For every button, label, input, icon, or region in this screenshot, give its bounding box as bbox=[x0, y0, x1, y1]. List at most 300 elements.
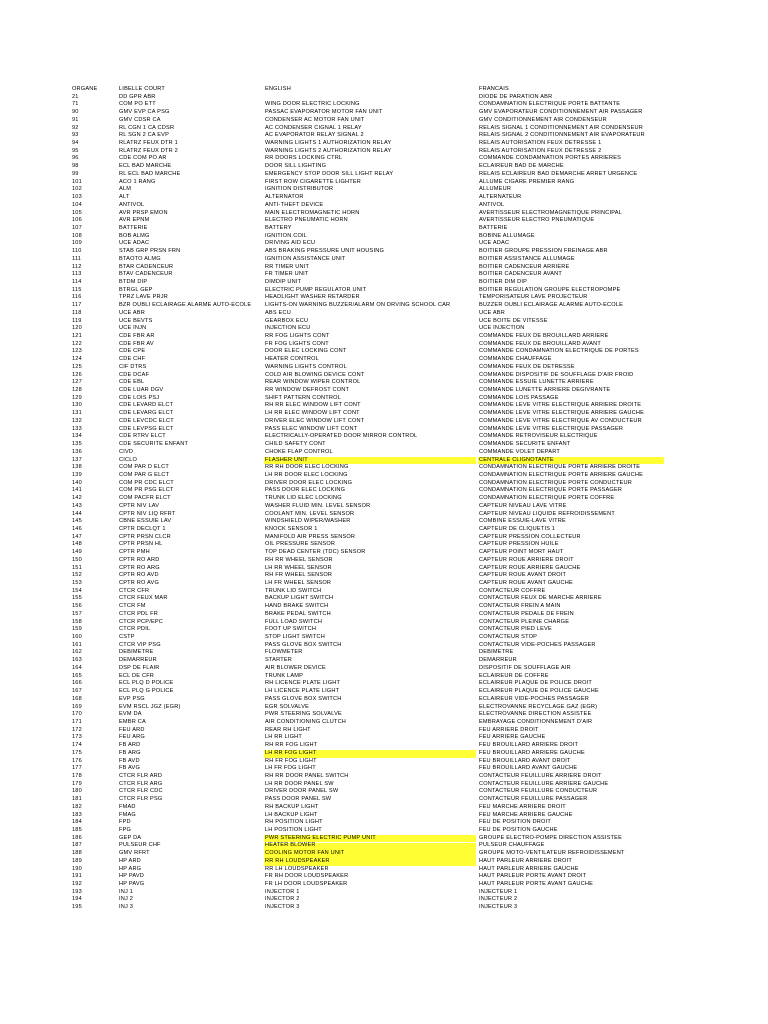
table-row bbox=[0, 804, 768, 812]
cell-organe: 138 bbox=[72, 464, 82, 471]
cell-english: LH FR WHEEL SENSOR bbox=[265, 580, 332, 586]
table-row bbox=[0, 595, 768, 603]
cell-organe: 182 bbox=[72, 803, 82, 810]
cell-english: RH RR DOOR PANEL SWITCH bbox=[265, 772, 349, 779]
cell-libelle-court: FMAG bbox=[119, 811, 136, 818]
cell-francais: COMMANDE CONDAMNATION PORTES ARRIERES bbox=[479, 155, 622, 162]
cell-english: RH FR FOG LIGHT bbox=[265, 757, 317, 764]
cell-english: FR FOG LIGHTS CONT bbox=[265, 340, 329, 347]
cell-organe: 163 bbox=[72, 657, 82, 664]
cell-libelle-court: GEP DA bbox=[119, 834, 142, 841]
cell-libelle-court: CTCR PDIL bbox=[119, 626, 151, 633]
cell-organe: 129 bbox=[72, 394, 82, 401]
cell-organe: 132 bbox=[72, 417, 82, 424]
cell-libelle-court: CTCR CFR bbox=[119, 587, 150, 594]
cell-francais: CONTACTEUR FEUILLURE PASSAGER bbox=[479, 796, 588, 803]
cell-francais: FEU MARCHE ARRIERE DROIT bbox=[479, 803, 566, 810]
cell-libelle-court: CSTP bbox=[119, 634, 135, 641]
table-row bbox=[0, 588, 768, 596]
table-row bbox=[0, 673, 768, 681]
cell-organe: 159 bbox=[72, 626, 82, 633]
cell-english: INJECTOR 2 bbox=[265, 896, 300, 903]
table-row bbox=[0, 441, 768, 449]
cell-francais: UCE INJECTION bbox=[479, 325, 525, 332]
table-row bbox=[0, 657, 768, 665]
cell-libelle-court: ALT bbox=[119, 194, 130, 201]
cell-english: ABS BRAKING PRESSURE UNIT HOUSING bbox=[265, 248, 385, 255]
cell-francais: CONTACTEUR PLEINE CHARGE bbox=[479, 618, 570, 625]
cell-english: RR DOORS LOCKING CTRL bbox=[265, 155, 343, 162]
cell-organe: 153 bbox=[72, 580, 82, 586]
cell-english: MANIFOLD AIR PRESS SENSOR bbox=[265, 533, 356, 540]
cell-organe: 134 bbox=[72, 433, 82, 440]
cell-organe: 21 bbox=[72, 93, 79, 100]
cell-english: EGR SOLVALVE bbox=[265, 703, 310, 710]
table-row bbox=[0, 140, 768, 148]
cell-organe: 127 bbox=[72, 379, 82, 386]
cell-organe: 158 bbox=[72, 618, 82, 625]
cell-francais: BOITIER GROUPE PRESSION FREINAGE ABR bbox=[479, 248, 608, 255]
cell-libelle-court: ACO 1 RANG bbox=[119, 178, 156, 185]
cell-organe: 117 bbox=[72, 302, 82, 309]
cell-english: HEADLIGHT WASHER RETARDER bbox=[265, 294, 360, 301]
cell-english: LIGHTS-ON WARNING BUZZER/ALARM ON DRVING SCHOOL CAR bbox=[265, 302, 451, 309]
cell-francais: ELECTROVANNE RECYCLAGE GAZ (EGR) bbox=[479, 703, 598, 710]
cell-organe: 171 bbox=[72, 718, 82, 725]
table-row bbox=[0, 101, 768, 109]
cell-english: REAR RH LIGHT bbox=[265, 726, 311, 733]
cell-francais: BOITIER ASSISTANCE ALLUMAGE bbox=[479, 255, 575, 262]
cell-libelle-court: HP PAVG bbox=[119, 881, 145, 888]
cell-francais: CONTACTEUR STOP bbox=[479, 634, 538, 641]
cell-francais: ALTERNATEUR bbox=[479, 194, 522, 201]
cell-organe: 126 bbox=[72, 371, 82, 378]
cell-francais: CONDAMNATION ELECTRIQUE PORTE ARRIERE GAUCHE bbox=[479, 471, 643, 478]
cell-english: FR RH DOOR LOUDSPEAKER bbox=[265, 873, 349, 880]
cell-libelle-court: CDE LEVARD ELCT bbox=[119, 402, 174, 409]
cell-organe: 119 bbox=[72, 317, 82, 324]
cell-francais: EMBRAYAGE CONDITIONNEMENT D'AIR bbox=[479, 718, 593, 725]
cell-organe: 128 bbox=[72, 387, 82, 394]
table-row bbox=[0, 302, 768, 310]
table-row bbox=[0, 379, 768, 387]
cell-francais: INJECTEUR 3 bbox=[479, 904, 518, 911]
table-row bbox=[0, 472, 768, 480]
cell-english: WARNING LIGHTS 1 AUTHORIZATION RELAY bbox=[265, 140, 392, 147]
table-row bbox=[0, 225, 768, 233]
table-row bbox=[0, 696, 768, 704]
cell-english: INJECTOR 3 bbox=[265, 904, 300, 911]
cell-english: RH FR WHEEL SENSOR bbox=[265, 572, 333, 579]
cell-english: COOLANT MIN. LEVEL SENSOR bbox=[265, 510, 355, 517]
cell-francais: CAPTEUR PRESSION HUILE bbox=[479, 541, 559, 548]
cell-francais: ALLUMEUR bbox=[479, 186, 512, 193]
header-organe: ORGANE bbox=[72, 86, 98, 92]
cell-libelle-court: RL ECL BAD MARCHE bbox=[119, 170, 181, 177]
cell-organe: 162 bbox=[72, 649, 82, 656]
cell-francais: UCE ADAC bbox=[479, 240, 510, 247]
cell-organe: 140 bbox=[72, 479, 82, 486]
cell-francais: HAUT PARLEUR ARRIERE DROIT bbox=[479, 857, 572, 864]
cell-organe: 184 bbox=[72, 819, 82, 826]
header-english: ENGLISH bbox=[265, 86, 291, 92]
cell-francais: FEU MARCHE ARRIERE GAUCHE bbox=[479, 811, 573, 818]
cell-english: PASS DOOR PANEL SW bbox=[265, 796, 332, 803]
cell-libelle-court: CDE FBR AR bbox=[119, 333, 155, 339]
cell-libelle-court: CDE CHF bbox=[119, 356, 146, 363]
table-row bbox=[0, 410, 768, 418]
cell-english: EMERGENCY STOP DOOR SILL LIGHT RELAY bbox=[265, 170, 394, 177]
cell-english: CHOKE FLAP CONTROL bbox=[265, 448, 333, 455]
cell-francais: ANTIVOL bbox=[479, 201, 505, 208]
cell-francais: COMMANDE CONDAMNATION ELECTRIQUE DE PORTES bbox=[479, 348, 639, 355]
table-row bbox=[0, 279, 768, 287]
table-row bbox=[0, 827, 768, 835]
cell-francais: COMMANDE LUNETTE ARRIERE DEGIVRANTE bbox=[479, 387, 611, 394]
cell-organe: 105 bbox=[72, 209, 82, 216]
table-row bbox=[0, 318, 768, 326]
cell-english: LH RR DOOR ELEC LOCKING bbox=[265, 471, 348, 478]
cell-francais: ECLAIREUR DE COFFRE bbox=[479, 672, 549, 679]
table-row bbox=[0, 264, 768, 272]
cell-organe: 190 bbox=[72, 865, 82, 872]
table-row bbox=[0, 148, 768, 156]
table-row bbox=[0, 603, 768, 611]
cell-organe: 71 bbox=[72, 101, 79, 108]
table-row bbox=[0, 356, 768, 364]
cell-libelle-court: BOB ALMG bbox=[119, 232, 150, 239]
cell-libelle-court: CTCR FLR CDC bbox=[119, 788, 163, 795]
cell-libelle-court: TPRZ LAVE PRJR bbox=[119, 294, 169, 301]
table-row bbox=[0, 711, 768, 719]
table-row bbox=[0, 634, 768, 642]
cell-libelle-court: UCE INJN bbox=[119, 325, 147, 332]
cell-english: MAIN ELECTROMAGNETIC HORN bbox=[265, 209, 360, 216]
cell-organe: 151 bbox=[72, 564, 82, 571]
cell-libelle-court: INJ 3 bbox=[119, 904, 134, 911]
cell-francais: CONTACTEUR FEUILLURE ARRIERE DROIT bbox=[479, 772, 602, 779]
cell-francais: COMMANDE LEVE VITRE ELECTRIQUE ARRIERE DROITE bbox=[479, 402, 642, 409]
table-row bbox=[0, 248, 768, 256]
cell-english: FR TIMER UNIT bbox=[265, 271, 309, 278]
cell-organe: 183 bbox=[72, 811, 82, 818]
table-row bbox=[0, 109, 768, 117]
cell-organe: 155 bbox=[72, 595, 82, 602]
cell-english: HEATER CONTROL bbox=[265, 356, 319, 363]
cell-libelle-court: COM PACFR ELCT bbox=[119, 495, 171, 502]
cell-francais: CONDAMNATION ELECTRIQUE PORTE COFFRE bbox=[479, 495, 615, 502]
cell-english: DRIVER DOOR PANEL SW bbox=[265, 788, 339, 795]
cell-english: WARNING LIGHTS 2 AUTHORIZATION RELAY bbox=[265, 147, 392, 154]
cell-english: AIR BLOWER DEVICE bbox=[265, 664, 326, 671]
cell-libelle-court: DEMARREUR bbox=[119, 657, 157, 664]
cell-english: LH BACKUP LIGHT bbox=[265, 811, 318, 818]
cell-organe: 99 bbox=[72, 170, 79, 177]
cell-english: RR FOG LIGHTS CONT bbox=[265, 333, 330, 339]
cell-francais: COMMANDE FEUX DE BROUILLARD ARRIERE bbox=[479, 333, 609, 339]
cell-francais: UCE ABR bbox=[479, 309, 505, 316]
parts-table bbox=[0, 86, 768, 912]
table-row bbox=[0, 457, 768, 465]
cell-english: FULL LOAD SWITCH bbox=[265, 618, 323, 625]
table-row bbox=[0, 688, 768, 696]
cell-english: BATTERY bbox=[265, 224, 292, 231]
cell-libelle-court: CICLO bbox=[119, 456, 138, 463]
cell-libelle-court: FMAD bbox=[119, 803, 136, 810]
cell-libelle-court: FEU ARD bbox=[119, 726, 145, 733]
cell-english: HEATER BLOWER bbox=[265, 842, 316, 849]
table-row bbox=[0, 750, 768, 758]
cell-english: PASS GLOVE BOX SWITCH bbox=[265, 695, 342, 702]
cell-francais: RELAIS SIGNAL 1 CONDITIONNEMENT AIR CONDENSEUR bbox=[479, 124, 643, 131]
cell-organe: 156 bbox=[72, 603, 82, 610]
cell-english: IGNITION COIL bbox=[265, 232, 308, 239]
cell-organe: 103 bbox=[72, 194, 82, 201]
cell-english: RH RR ELEC WINDOW LIFT CONT bbox=[265, 402, 361, 409]
cell-english: PWR STEERING SOLVALVE bbox=[265, 711, 342, 718]
cell-francais: CAPTEUR DE CLIQUETIS 1 bbox=[479, 525, 556, 532]
cell-libelle-court: BTRGL GEP bbox=[119, 286, 153, 293]
cell-francais: CAPTEUR NIVEAU LIQUIDE REFROIDISSEMENT bbox=[479, 510, 615, 517]
cell-libelle-court: STAB GRP PRSN FRN bbox=[119, 248, 181, 255]
cell-libelle-court: CDE FBR AV bbox=[119, 340, 154, 347]
cell-organe: 130 bbox=[72, 402, 82, 409]
cell-libelle-court: ECL PLQ D POLICE bbox=[119, 680, 174, 687]
cell-english: PASS ELEC WINDOW LIFT CONT bbox=[265, 425, 358, 432]
table-row bbox=[0, 819, 768, 827]
table-row bbox=[0, 812, 768, 820]
cell-libelle-court: ECL BAD MARCHE bbox=[119, 163, 172, 170]
cell-francais: PULSEUR CHAUFFAGE bbox=[479, 842, 545, 849]
cell-francais: CONDAMNATION ELECTRIQUE PORTE BATTANTE bbox=[479, 101, 621, 108]
table-row bbox=[0, 271, 768, 279]
cell-francais: RELAIS ECLAIREUR BAD DEMARCHE ARRET URGENCE bbox=[479, 170, 638, 177]
table-row bbox=[0, 395, 768, 403]
cell-libelle-court: CIF DTRS bbox=[119, 363, 147, 370]
cell-francais: HAUT PARLEUR PORTE AVANT DROIT bbox=[479, 873, 587, 880]
table-row bbox=[0, 240, 768, 248]
cell-francais: BOITIER CADENCEUR AVANT bbox=[479, 271, 563, 278]
cell-english: WING DOOR ELECTRIC LOCKING bbox=[265, 101, 360, 108]
cell-organe: 114 bbox=[72, 278, 82, 285]
cell-libelle-court: COM PR PSG ELCT bbox=[119, 487, 174, 494]
cell-francais: CONTACTEUR PEDALE DE FREIN bbox=[479, 610, 574, 617]
cell-organe: 179 bbox=[72, 780, 82, 787]
cell-libelle-court: BZR OUBLI ECLAIRAGE ALARME AUTO-ECOLE bbox=[119, 302, 252, 309]
cell-libelle-court: CPTR RO AVD bbox=[119, 572, 159, 579]
cell-francais: AVERTISSEUR ELECTROMAGNETIQUE PRINCIPAL bbox=[479, 209, 623, 216]
cell-english: REAR WINDOW WIPER CONTROL bbox=[265, 379, 361, 386]
table-header-row bbox=[0, 86, 768, 94]
cell-francais: CAPTEUR NIVEAU LAVE VITRE bbox=[479, 502, 567, 509]
cell-english: RH LICENCE PLATE LIGHT bbox=[265, 680, 341, 687]
cell-francais: COMMANDE LEVE VITRE ELECTRIQUE AV CONDUCTEUR bbox=[479, 417, 642, 424]
cell-organe: 191 bbox=[72, 873, 82, 880]
cell-libelle-court: AVR PRSP EMON bbox=[119, 209, 168, 216]
cell-english: OIL PRESSURE SENSOR bbox=[265, 541, 336, 548]
cell-francais: COMBINE ESSUIE-LAVE VITRE bbox=[479, 518, 566, 525]
cell-libelle-court: RLATRZ FEUX DTR 1 bbox=[119, 140, 178, 147]
cell-english: TRUNK LID ELEC LOCKING bbox=[265, 495, 342, 502]
cell-francais: COMMANDE RETROVISEUR ELECTRIQUE bbox=[479, 433, 598, 440]
table-row bbox=[0, 866, 768, 874]
cell-libelle-court: GMV EVP CA PSG bbox=[119, 109, 170, 116]
table-row bbox=[0, 896, 768, 904]
cell-libelle-court: EVP PSG bbox=[119, 695, 145, 702]
table-row bbox=[0, 418, 768, 426]
cell-english: LH FR FOG LIGHT bbox=[265, 765, 316, 772]
table-row bbox=[0, 179, 768, 187]
table-row bbox=[0, 572, 768, 580]
cell-libelle-court: BTAOTO ALMG bbox=[119, 255, 161, 262]
table-row bbox=[0, 889, 768, 897]
cell-francais: CENTRALE CLIGNOTANTE bbox=[479, 456, 554, 463]
cell-francais: CONTACTEUR FREIN A MAIN bbox=[479, 603, 561, 610]
cell-organe: 135 bbox=[72, 441, 82, 448]
cell-francais: RELAIS AUTORISATION FEUX DETRESSE 1 bbox=[479, 140, 602, 147]
table-row bbox=[0, 256, 768, 264]
cell-francais: GMV EVAPORATEUR CONDITIONNEMENT AIR PASSAGER bbox=[479, 109, 643, 116]
table-row bbox=[0, 765, 768, 773]
cell-libelle-court: GMV RFRT bbox=[119, 850, 150, 857]
cell-libelle-court: CDE LUAR DGV bbox=[119, 387, 164, 394]
cell-libelle-court: BTAV CADENCEUR bbox=[119, 271, 173, 278]
cell-english: LH RR ELEC WINDOW LIFT CONT bbox=[265, 410, 360, 417]
cell-francais: BOITIER REGULATION GROUPE ELECTROPOMPE bbox=[479, 286, 621, 293]
table-body bbox=[0, 94, 768, 912]
cell-organe: 193 bbox=[72, 888, 82, 895]
cell-libelle-court: CDE CPE bbox=[119, 348, 146, 355]
cell-english: CHILD SAFETY CONT bbox=[265, 441, 326, 448]
cell-english: STOP LIGHT SWITCH bbox=[265, 634, 325, 641]
cell-libelle-court: HP PAVD bbox=[119, 873, 145, 880]
cell-english: RR WINDOW DEFROST CONT bbox=[265, 387, 350, 394]
cell-english: DRIVING AID ECU bbox=[265, 240, 316, 247]
cell-francais: ECLAIREUR VIDE-POCHES PASSAGER bbox=[479, 695, 590, 702]
cell-libelle-court: CDE DCAF bbox=[119, 371, 150, 378]
cell-libelle-court: GMV CDSR CA bbox=[119, 116, 161, 123]
table-row bbox=[0, 287, 768, 295]
table-row bbox=[0, 649, 768, 657]
cell-english: IGNITION DISTRIBUTOR bbox=[265, 186, 334, 193]
table-row bbox=[0, 333, 768, 341]
cell-francais: CONDAMNATION ELECTRIQUE PORTE ARRIERE DROITE bbox=[479, 464, 641, 471]
cell-libelle-court: EMBR CA bbox=[119, 718, 146, 725]
cell-libelle-court: UCE ADAC bbox=[119, 240, 150, 247]
cell-organe: 157 bbox=[72, 610, 82, 617]
cell-english: HAND BRAKE SWITCH bbox=[265, 603, 329, 610]
cell-english: LH RR LIGHT bbox=[265, 734, 303, 741]
cell-libelle-court: CDE LEVARG ELCT bbox=[119, 410, 174, 417]
cell-organe: 167 bbox=[72, 688, 82, 695]
cell-english: AIR CONDITIONING CLUTCH bbox=[265, 718, 347, 725]
table-row bbox=[0, 125, 768, 133]
table-row bbox=[0, 842, 768, 850]
cell-libelle-court: INJ 1 bbox=[119, 888, 134, 895]
cell-organe: 192 bbox=[72, 881, 82, 888]
table-row bbox=[0, 850, 768, 858]
cell-libelle-court: CPTR RO ARG bbox=[119, 564, 160, 571]
cell-english: LH RR WHEEL SENSOR bbox=[265, 564, 332, 571]
cell-english: DOOR ELEC LOCKING CONT bbox=[265, 348, 347, 355]
cell-organe: 143 bbox=[72, 502, 82, 509]
cell-francais: UCE BOITE DE VITESSE bbox=[479, 317, 548, 324]
cell-libelle-court: ANTIVOL bbox=[119, 201, 145, 208]
cell-francais: FEU BROUILLARD AVANT GAUCHE bbox=[479, 765, 578, 772]
cell-libelle-court: CDE LOIS PSJ bbox=[119, 394, 160, 401]
cell-organe: 115 bbox=[72, 286, 82, 293]
cell-francais: DISPOSITIF DE SOUFFLAGE AIR bbox=[479, 664, 571, 671]
cell-libelle-court: ECL PLQ G POLICE bbox=[119, 688, 174, 695]
cell-libelle-court: CPTR PRSN CLCR bbox=[119, 533, 171, 540]
cell-francais: FEU BROUILLARD ARRIERE DROIT bbox=[479, 742, 579, 749]
cell-organe: 90 bbox=[72, 109, 79, 116]
cell-francais: COMMANDE FEUX DE DETRESSE bbox=[479, 363, 575, 370]
cell-organe: 107 bbox=[72, 224, 82, 231]
cell-libelle-court: CTCR FLR PSG bbox=[119, 796, 163, 803]
table-row bbox=[0, 464, 768, 472]
cell-organe: 118 bbox=[72, 309, 82, 316]
cell-english: PWR STEERING ELECTRIC PUMP UNIT bbox=[265, 834, 376, 841]
cell-libelle-court: CTCR FLR ARG bbox=[119, 780, 163, 787]
cell-english: COLD AIR BLOWING DEVICE CONT bbox=[265, 371, 365, 378]
cell-francais: FEU DE POSITION DROIT bbox=[479, 819, 551, 826]
table-row bbox=[0, 796, 768, 804]
cell-libelle-court: AVR EPNM bbox=[119, 217, 150, 224]
table-row bbox=[0, 194, 768, 202]
table-row bbox=[0, 94, 768, 102]
cell-english: FLASHER UNIT bbox=[265, 456, 308, 463]
cell-libelle-court: FB AVD bbox=[119, 757, 140, 764]
cell-libelle-court: HP ARD bbox=[119, 857, 141, 864]
table-row bbox=[0, 526, 768, 534]
cell-organe: 154 bbox=[72, 587, 82, 594]
cell-libelle-court: COM PR CDC ELCT bbox=[119, 479, 174, 486]
cell-libelle-court: CPTR RO ARD bbox=[119, 556, 160, 563]
cell-libelle-court: HP ARG bbox=[119, 865, 142, 872]
cell-organe: 169 bbox=[72, 703, 82, 710]
cell-organe: 101 bbox=[72, 178, 82, 185]
cell-english: PASSAC EVAPORATOR MOTOR FAN UNIT bbox=[265, 109, 383, 116]
table-row bbox=[0, 881, 768, 889]
cell-organe: 148 bbox=[72, 541, 82, 548]
cell-english: RR LH LOUDSPEAKER bbox=[265, 865, 329, 872]
cell-english: FOOT UP SWITCH bbox=[265, 626, 317, 633]
cell-organe: 145 bbox=[72, 518, 82, 525]
cell-english: ABS ECU bbox=[265, 309, 291, 316]
header-libelle-court: LIBELLE COURT bbox=[119, 86, 166, 92]
table-row bbox=[0, 310, 768, 318]
cell-libelle-court: CTCR VIP PSG bbox=[119, 641, 161, 648]
cell-organe: 122 bbox=[72, 340, 82, 347]
cell-english: ELECTRO PNEUMATIC HORN bbox=[265, 217, 348, 224]
cell-francais: ECLAIREUR PLAQUE DE POLICE GAUCHE bbox=[479, 688, 599, 695]
cell-libelle-court: CTCR PDL FR bbox=[119, 610, 158, 617]
cell-francais: COMMANDE ESSUIE LUNETTE ARRIERE bbox=[479, 379, 594, 386]
cell-organe: 116 bbox=[72, 294, 82, 301]
cell-francais: CAPTEUR PRESSION COLLECTEUR bbox=[479, 533, 581, 540]
table-row bbox=[0, 580, 768, 588]
cell-libelle-court: CPTR RO AVG bbox=[119, 580, 160, 586]
cell-libelle-court: CTCR PCP/EPC bbox=[119, 618, 164, 625]
cell-english: DOOR SILL LIGHTING bbox=[265, 163, 327, 170]
cell-francais: DEBIMETRE bbox=[479, 649, 514, 656]
cell-libelle-court: UCE ABR bbox=[119, 309, 145, 316]
cell-organe: 112 bbox=[72, 263, 82, 270]
cell-organe: 98 bbox=[72, 163, 79, 170]
table-row bbox=[0, 788, 768, 796]
cell-organe: 146 bbox=[72, 525, 82, 532]
